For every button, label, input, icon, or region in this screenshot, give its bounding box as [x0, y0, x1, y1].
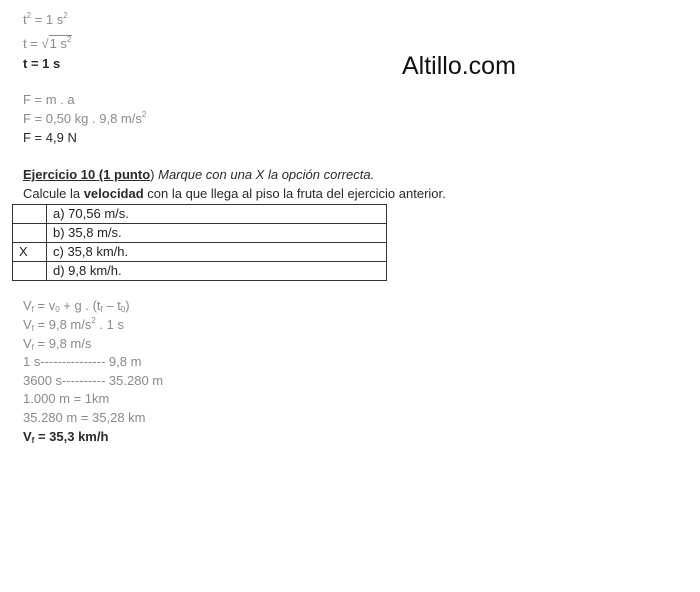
table-row — [13, 224, 387, 243]
equation-line-3: t = 1 s — [23, 56, 61, 71]
solution-line-6: 1.000 m = 1km — [23, 391, 110, 406]
option-mark — [13, 224, 47, 243]
exercise-heading: Ejercicio 10 (1 punto) Marque con una X la opción correcta. — [23, 167, 375, 182]
option-text: b) 35,8 m/s. — [47, 224, 387, 243]
solution-line-8: $V_f = 35,3$ km/h — [23, 429, 109, 445]
option-text: d) 9,8 km/h. — [47, 262, 387, 281]
square-root: √1 $s^2$ — [41, 35, 72, 51]
option-text: c) 35,8 km/h. — [47, 243, 387, 262]
equation-line-6: F = 4,9 N — [23, 130, 77, 145]
table-row — [13, 205, 387, 224]
equation-line-4: F = m . a — [23, 92, 75, 107]
option-mark — [13, 205, 47, 224]
table-row — [13, 262, 387, 281]
solution-line-7: 35.280 m = 35,28 km — [23, 410, 146, 425]
option-mark — [13, 262, 47, 281]
solution-line-4: 1 s--------------- 9,8 m — [23, 354, 142, 369]
equation-line-2: t = √1 $s^2$ — [23, 35, 72, 51]
exercise-question: Calcule la velocidad con la que llega al piso la fruta del ejercicio anterior. — [23, 186, 446, 201]
solution-line-1: $V_f = v_0 + g$ . $(t_f - t_0)$ — [23, 298, 130, 314]
solution-line-3: $V_f = 9,8$ m/s — [23, 336, 92, 352]
brand-logo: Altillo.com — [402, 52, 516, 80]
table-row — [13, 243, 387, 262]
options-table — [12, 204, 387, 281]
option-mark: X — [13, 243, 47, 262]
solution-line-5: 3600 s---------- 35.280 m — [23, 373, 164, 388]
option-text: a) 70,56 m/s. — [47, 205, 387, 224]
solution-line-2: $V_f = 9,8$ $m/s^2$ . 1 s — [23, 316, 124, 333]
equation-line-5: F = 0,50 kg . 9,8 $m/s^2$ — [23, 110, 147, 126]
equation-line-1: $t^2 = 1$ $s^2$ — [23, 11, 68, 27]
